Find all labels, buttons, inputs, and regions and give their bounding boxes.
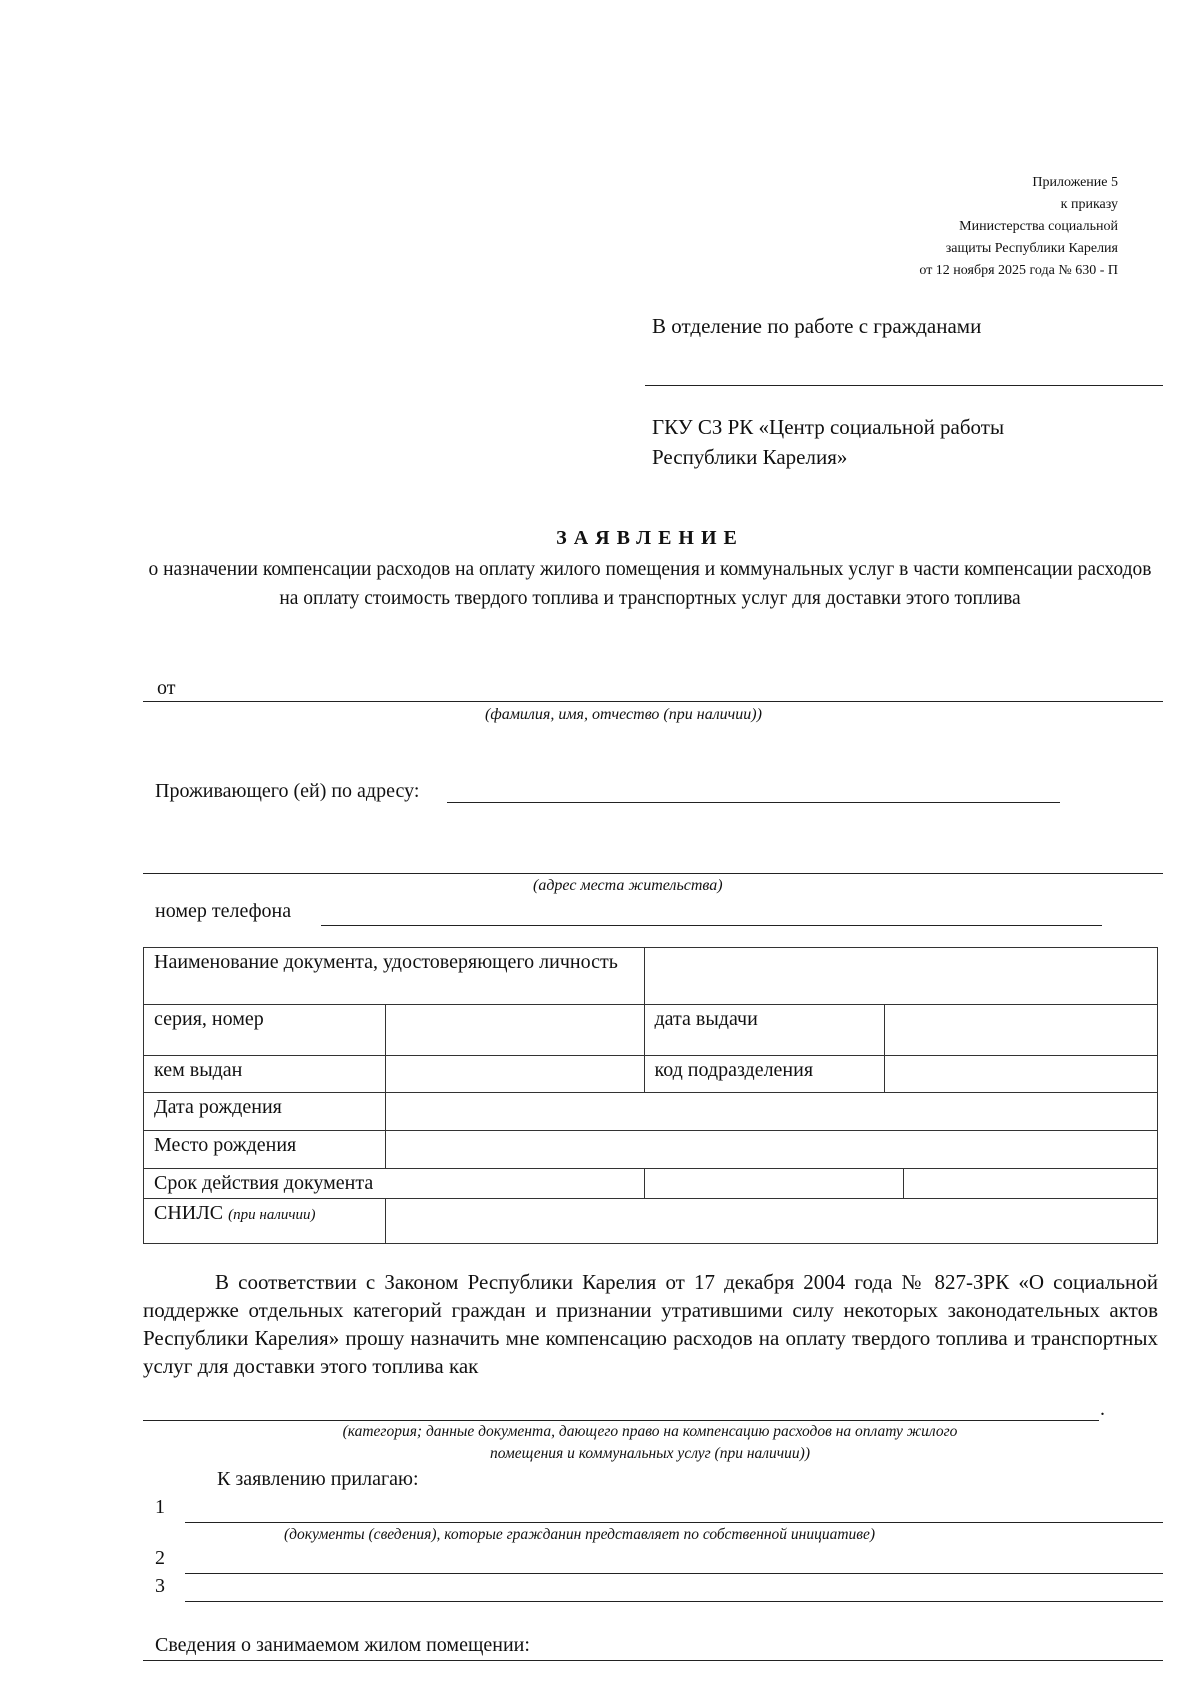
fio-hint: (фамилия, имя, отчество (при наличии)) [485,706,762,723]
birth-date-label: Дата рождения [144,1093,386,1131]
category-hint-line-1: (категория; данные документа, дающего право на компенсацию расходов на оплату жилого [342,1423,958,1440]
table-row [144,1131,1158,1169]
phone-field[interactable] [321,925,1102,926]
table-row [144,1005,1158,1056]
attach-hint: (документы (сведения), которые гражданин представляет по собственной инициативе) [284,1526,876,1543]
snils-label-cell [144,1199,386,1244]
birth-date-cell[interactable] [385,1093,1157,1131]
category-field[interactable] [143,1420,1099,1421]
table-row [144,1056,1158,1093]
document-subtitle: о назначении компенсации расходов на оплату жилого помещения и коммунальных услуг в части компенсации расходов на оплату стоимость твердого топлива и транспортных услуг для доставки этого топлива [148,559,1152,609]
validity-to-cell[interactable] [904,1169,1158,1199]
appendix-line: Приложение 5 [1032,175,1118,190]
validity-from-cell[interactable] [644,1169,904,1199]
table-row [144,1169,1158,1199]
address-field-line-1[interactable] [447,802,1060,803]
from-label: от [157,677,176,699]
address-hint: (адрес места жительства) [533,877,723,894]
issue-date-cell[interactable] [885,1005,1158,1056]
category-hint-line-2: помещения и коммунальных услуг (при наличии)) [489,1445,811,1462]
birth-place-cell[interactable] [385,1131,1157,1169]
phone-label: номер телефона [155,900,292,922]
validity-label: Срок действия документа [144,1169,645,1199]
address-label: Проживающего (ей) по адресу: [155,780,420,802]
attach-number-1: 1 [155,1496,165,1518]
table-row [144,948,1158,1005]
attach-number-3: 3 [155,1575,165,1597]
addressee-line-3: Республики Карелия» [652,445,848,469]
appendix-header [919,172,1118,282]
addressee-blank-line[interactable] [645,385,1163,386]
dept-code-label: код подразделения [644,1056,885,1093]
issued-by-label: кем выдан [144,1056,386,1093]
series-cell[interactable] [385,1005,644,1056]
dept-code-cell[interactable] [885,1056,1158,1093]
fio-field[interactable] [143,701,1163,702]
address-field-line-2[interactable] [143,873,1163,874]
addressee-line-1: В отделение по работе с гражданами [652,314,982,338]
appendix-line: от 12 ноября 2025 года № 630 - П [919,263,1118,278]
housing-field[interactable] [143,1660,1163,1661]
issue-date-label: дата выдачи [644,1005,885,1056]
addressee-line-2: ГКУ СЗ РК «Центр социальной работы [652,415,1005,439]
document-title: ЗАЯВЛЕНИЕ [556,527,744,549]
attach-label: К заявлению прилагаю: [217,1468,419,1490]
housing-label: Сведения о занимаемом жилом помещении: [155,1634,530,1656]
attach-number-2: 2 [155,1547,165,1569]
appendix-line: защиты Республики Карелия [945,241,1118,256]
birth-place-label: Место рождения [144,1131,386,1169]
identity-document-table [143,947,1158,1244]
snils-cell[interactable] [385,1199,1157,1244]
appendix-line: к приказу [1060,197,1118,212]
attach-field-1[interactable] [185,1522,1163,1523]
request-paragraph: В соответствии с Законом Республики Карелия от 17 декабря 2004 года № 827-ЗРК «О социальной поддержке отдельных категорий граждан и признании утратившими силу некоторых законодательных актов Республики Карелия» прошу назначить мне компенсацию расходов на оплату твердого топлива и транспортных услуг для доставки этого топлива как [143,1270,1158,1378]
attach-field-3[interactable] [185,1601,1163,1602]
doc-name-cell[interactable] [644,948,1158,1005]
appendix-line: Министерства социальной [959,219,1118,234]
attach-field-2[interactable] [185,1573,1163,1574]
doc-name-label: Наименование документа, удостоверяющего личность [144,948,645,1005]
table-row [144,1199,1158,1244]
snils-note: (при наличии) [228,1207,316,1223]
series-label: серия, номер [144,1005,386,1056]
snils-label: СНИЛС [154,1202,224,1224]
issued-by-cell[interactable] [385,1056,644,1093]
period-mark: . [1100,1398,1105,1420]
table-row [144,1093,1158,1131]
